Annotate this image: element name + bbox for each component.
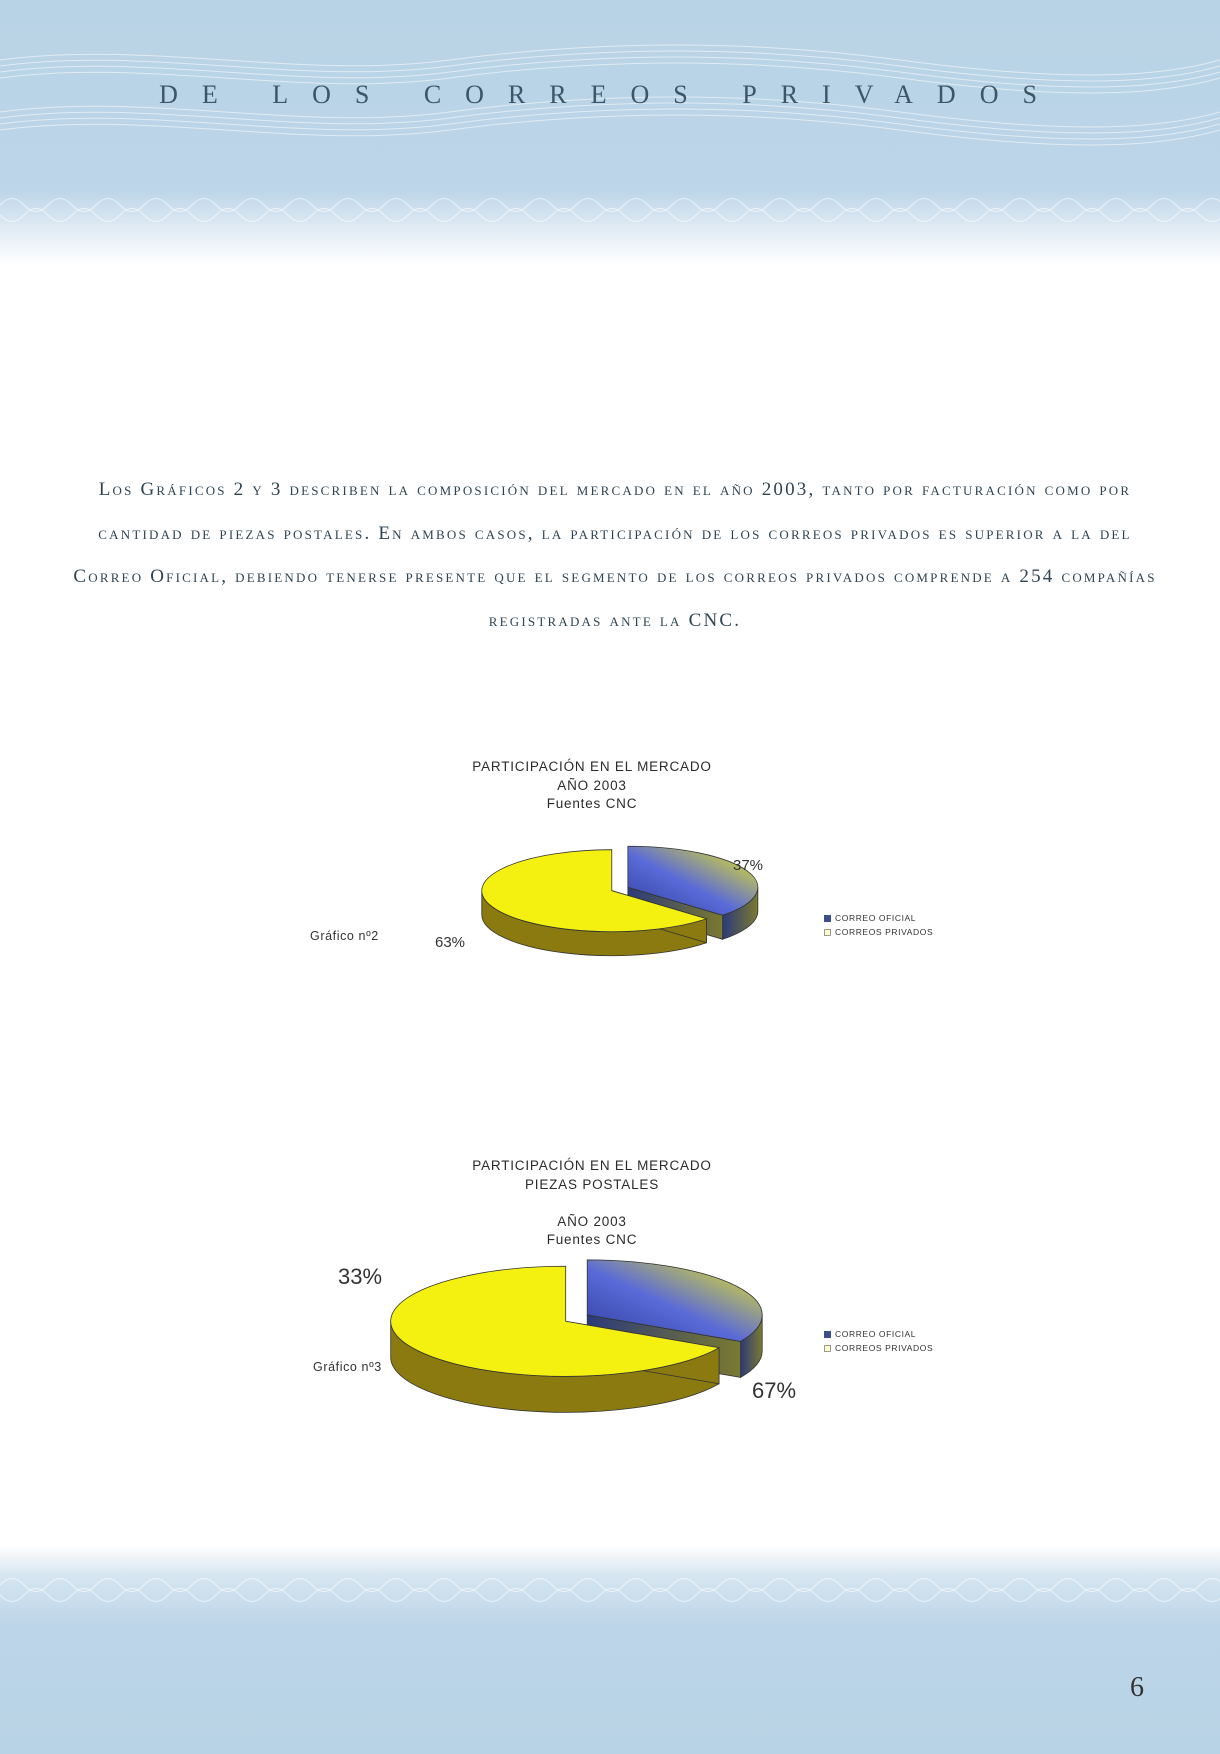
chart3-legend [824,1327,933,1355]
chart3-label: Gráfico nº3 [313,1360,382,1374]
legend-swatch-oficial [824,915,831,922]
chart2-pie [435,840,775,980]
footer-band [0,1545,1220,1754]
chart2-title-line-3: Fuentes CNC [546,796,638,811]
legend-item [824,1327,933,1341]
legend-swatch-privados [824,929,831,936]
header-band [0,0,1220,265]
chart3-title-spacer [392,1194,792,1213]
legend-item [824,925,933,939]
pie-value-label: 37% [733,857,764,874]
legend-label: CORREO OFICIAL [835,913,917,923]
pie-value-label: 63% [435,934,466,951]
chart2-legend [824,911,933,939]
chart3-title [392,1157,792,1250]
chart3-title-line-1: PARTICIPACIÓN EN EL MERCADO [472,1158,712,1173]
legend-item [824,1341,933,1355]
lace-pattern-bottom [0,1545,1220,1754]
chart3-title-line-4: AÑO 2003 [557,1213,627,1229]
chart3-title-line-2: PIEZAS POSTALES [524,1176,660,1192]
chart3-title-line-5: Fuentes CNC [546,1232,638,1247]
pie-value-label: 67% [752,1378,797,1403]
pie-value-label: 33% [338,1264,383,1289]
chart2-title-line-1: PARTICIPACIÓN EN EL MERCADO [472,759,712,774]
wave-pattern [0,0,1220,265]
intro-paragraph: Los Gráficos 2 y 3 describen la composición del mercado en el año 2003, tanto por facturación como por cantidad de piezas postales. En ambos casos, la participación de los correos privados es superior a la del Correo Oficial, debiendo tenerse presente que el segmento de los correos privados comprende a 254 compañías registradas ante la CNC. [73,479,1157,631]
chart2-label: Gráfico nº2 [310,929,379,943]
legend-label: CORREOS PRIVADOS [835,927,934,937]
legend-label: CORREO OFICIAL [835,1329,917,1339]
legend-label: CORREOS PRIVADOS [835,1343,934,1353]
legend-swatch-privados [824,1345,831,1352]
section-title: DE LOS CORREOS PRIVADOS [159,80,1061,109]
legend-swatch-oficial [824,1331,831,1338]
legend-item [824,911,933,925]
chart2-title [392,758,792,814]
page-number: 6 [1130,1672,1144,1703]
chart2-title-line-2: AÑO 2003 [557,777,627,793]
lace-pattern [0,199,1220,222]
